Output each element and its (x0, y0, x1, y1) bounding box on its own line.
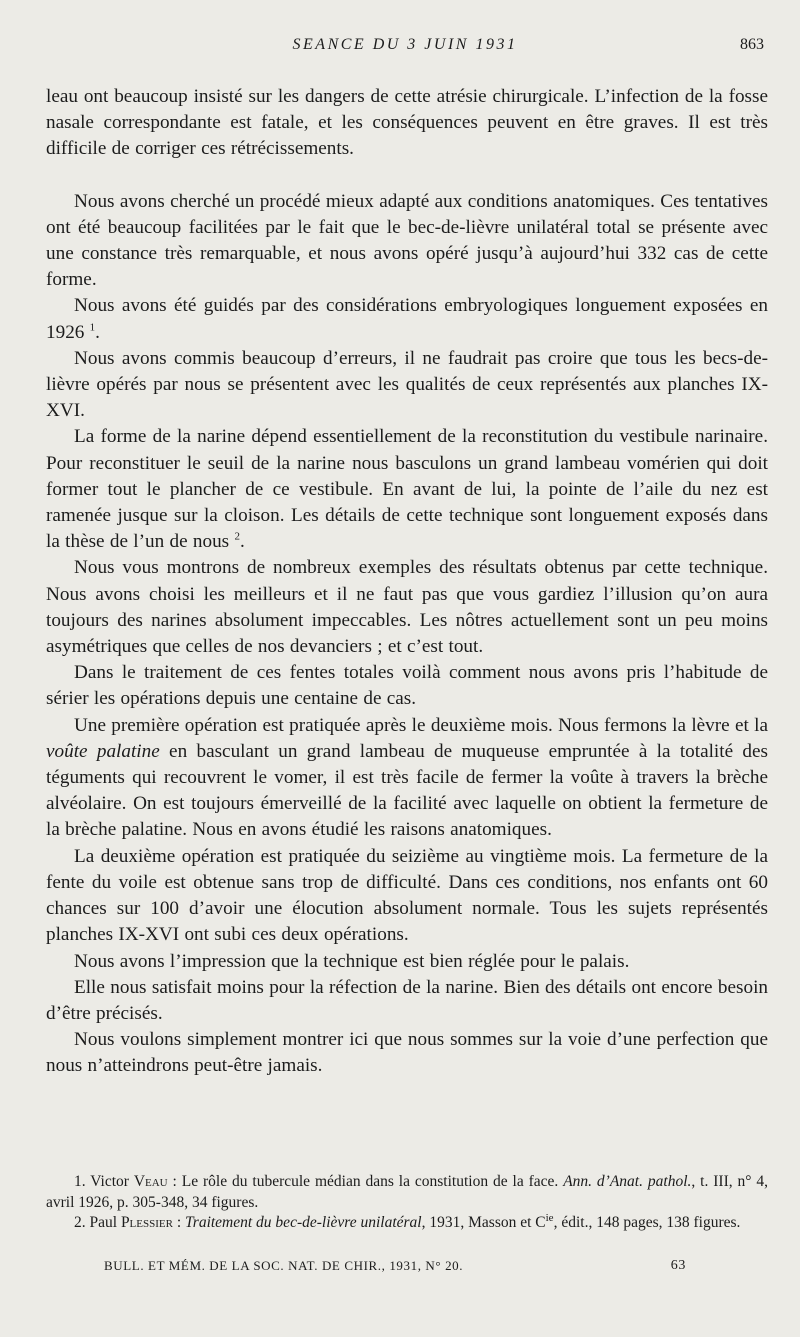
footnote-author-last: Plessier (120, 1214, 173, 1232)
paragraph-text: en basculant un grand lambeau de muqueuse empruntée à la totalité des téguments qui recouvrent le vomer, il est très facile de fermer la voûte à travers la brèche alvéolaire. On est toujours émerveillé de la facilité avec laquelle on obtient la fermeture de la brèche palatine. Nous en avons étudié les raisons anatomiques. (46, 740, 768, 841)
paragraph: Dans le traitement de ces fentes totales voilà comment nous avons pris l’habitude de sérier les opérations depuis une centaine de cas. (46, 662, 768, 710)
footnote-rest: , t. III, n° 4, avril 1926, p. 305-348, 34 figures. (46, 1173, 768, 1211)
paragraph-text: Nous avons été guidés par des considérations embryologiques longuement exposées en 1926 (46, 295, 768, 343)
footnote-author-last: Veau (133, 1173, 168, 1190)
footnotes (46, 1172, 768, 1234)
paragraph: Nous voulons simplement montrer ici que nous sommes sur la voie d’une perfection que nous n’atteindrons peut-être jamais. (46, 1029, 768, 1077)
body-text (46, 84, 768, 1080)
paragraph (46, 424, 768, 555)
footnote-sep: : (172, 1214, 186, 1232)
paragraph: Nous vous montrons de nombreux exemples des résultats obtenus par cette technique. Nous avons choisi les meilleurs et il ne faut pas que vous gardiez l’illusion qu’on aura toujours des narines absolument impeccables. Les nôtres actuellement sont un peu moins asymétriques que celles de nos devanciers ; et c’est tout. (46, 557, 768, 658)
footnote-author-first: Victor (90, 1173, 129, 1190)
footer-signature: 63 (670, 1258, 686, 1273)
footnote-ref: 1 (89, 321, 96, 334)
paragraph (46, 293, 768, 345)
page-footer (46, 1258, 768, 1280)
footnote-number: 1. (74, 1173, 86, 1190)
footnote-sup: ie (545, 1212, 554, 1225)
paragraph: Nous avons commis beaucoup d’erreurs, il ne faudrait pas croire que tous les becs-de-lièvre opérés par nous se présentent avec les qualités de ceux représentés aux planches IX-XVI. (46, 347, 768, 422)
footnote-number: 2. (74, 1214, 86, 1232)
footnote (46, 1172, 768, 1213)
paragraph (46, 713, 768, 844)
footnote-rest: , édit., 148 pages, 138 figures. (553, 1214, 741, 1232)
footnote-journal: Ann. d’Anat. pathol. (563, 1173, 692, 1190)
paragraph: Nous avons cherché un procédé mieux adapté aux conditions anatomiques. Ces tentatives ont été beaucoup facilitées par le fait que le bec-de-lièvre unilatéral total se présente avec une constance très remarquable, et nous avons opéré jusqu’à aujourd’hui 332 cas de cette forme. (46, 190, 768, 291)
running-header (46, 36, 764, 60)
footnote (46, 1213, 768, 1234)
paragraph: Elle nous satisfait moins pour la réfection de la narine. Bien des détails ont encore besoin d’être précisés. (46, 976, 768, 1024)
footnote-rest: , 1931, Masson et C (421, 1214, 546, 1232)
italic-term: voûte palatine (46, 740, 160, 762)
paragraph: Nous avons l’impression que la technique est bien réglée pour le palais. (74, 950, 630, 972)
paragraph: leau ont beaucoup insisté sur les dangers de cette atrésie chirurgicale. L’infection de la fosse nasale correspondante est fatale, et les conséquences peuvent en être graves. Il est très difficile de corriger ces rétrécissements. (46, 86, 768, 160)
footnote-sep: : (167, 1173, 182, 1190)
paragraph-text: La forme de la narine dépend essentiellement de la reconstitution du vestibule narinaire. Pour reconstituer le seuil de la narine nous basculons un grand lambeau vomérien qui doit former tout le plancher de ce vestibule. En avant de lui, la pointe de l’aile du nez est ramenée jusque sur la cloison. Les détails de cette technique sont longuement exposés dans la thèse de l’un de nous (46, 426, 768, 553)
footnote-ref: 2 (234, 530, 240, 543)
footnote-text: Le rôle du tubercule médian dans la constitution de la face. (181, 1173, 564, 1190)
footnote-author-first: Paul (89, 1214, 118, 1232)
paragraph-tail: . (239, 531, 245, 553)
footnote-title: Traitement du bec-de-lièvre unilatéral (185, 1214, 422, 1232)
footer-journal: BULL. ET MÉM. DE LA SOC. NAT. DE CHIR., 1931, N° 20. (104, 1258, 464, 1273)
paragraph-tail: . (95, 321, 100, 343)
page-number: 863 (740, 36, 764, 53)
paragraph-text: Une première opération est pratiquée après le deuxième mois. Nous fermons la lèvre et la (74, 714, 768, 736)
paragraph: La deuxième opération est pratiquée du seizième au vingtième mois. La fermeture de la fente du voile est obtenue sans trop de difficulté. Dans ces conditions, nos enfants ont 60 chances sur 100 d’avoir une élocution absolument normale. Tous les sujets représentés planches IX-XVI ont subi ces deux opérations. (46, 845, 768, 946)
header-title: SEANCE DU 3 JUIN 1931 (292, 36, 518, 53)
